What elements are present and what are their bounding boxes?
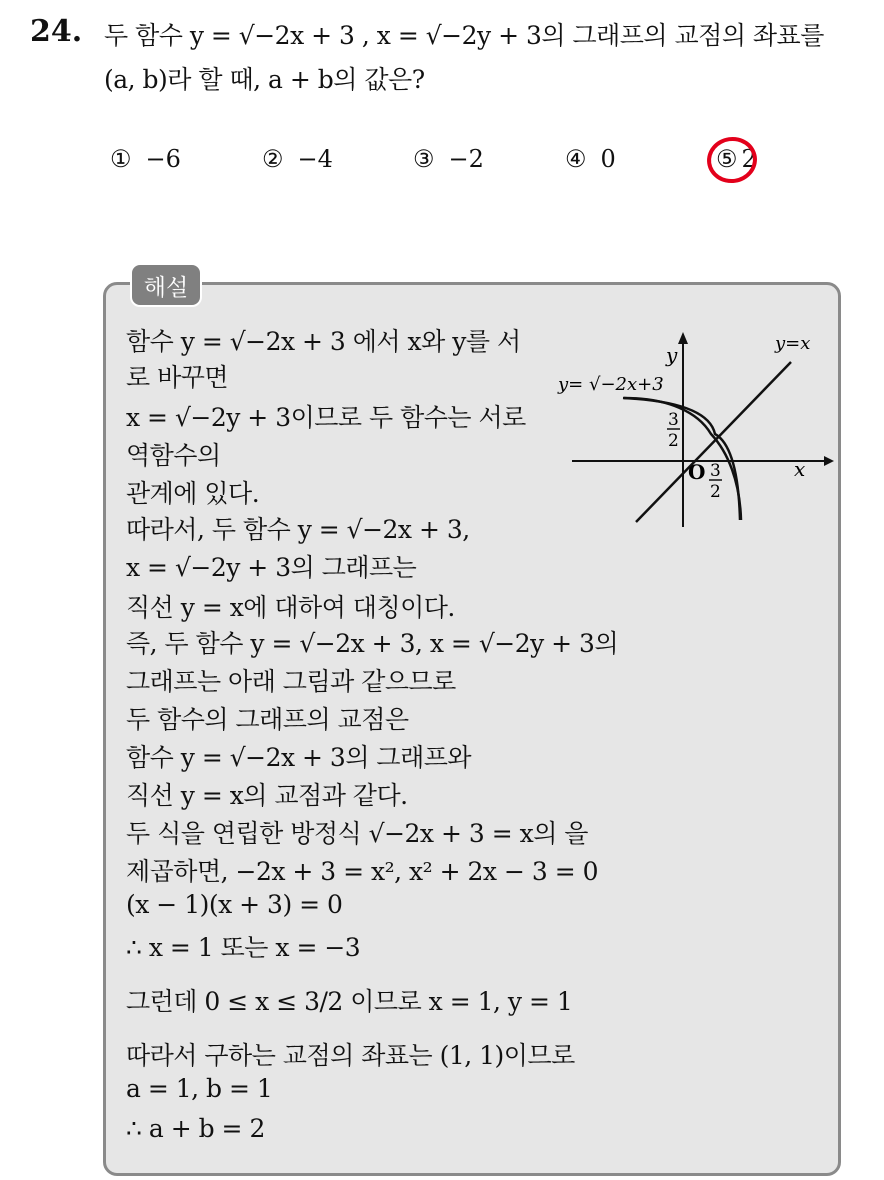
line-label: y=x — [775, 333, 811, 354]
solution-line: 로 바꾸면 — [126, 363, 229, 392]
solution-line: ∴ x = 1 또는 x = −3 — [126, 933, 361, 962]
question-text-line2: (a, b)라 할 때, a + b의 값은? — [104, 65, 425, 94]
solution-line: 두 함수의 그래프의 교점은 — [126, 705, 409, 734]
y-axis-arrow-icon — [678, 332, 688, 344]
choice-1[interactable]: ① −6 — [110, 145, 181, 173]
solution-line: a = 1, b = 1 — [126, 1074, 273, 1103]
inverse-function-graph — [548, 322, 838, 532]
solution-line: 두 식을 연립한 방정식 √−2x + 3 = x의 을 — [126, 819, 588, 848]
solution-line: 따라서 구하는 교점의 좌표는 (1, 1)이므로 — [126, 1041, 575, 1070]
solution-line: 제곱하면, −2x + 3 = x², x² + 2x − 3 = 0 — [126, 857, 599, 886]
answer-choices — [110, 145, 810, 185]
y-axis-label: y — [666, 343, 678, 367]
sqrt-curve — [623, 398, 740, 520]
choice-5[interactable]: ⑤ 2 — [716, 145, 757, 173]
solution-line: ∴ a + b = 2 — [126, 1114, 265, 1143]
solution-line: 따라서, 두 함수 y = √−2x + 3, — [126, 515, 470, 544]
y-tick-denominator: 2 — [668, 431, 679, 451]
x-tick-numerator: 3 — [710, 461, 721, 481]
selected-answer-circle — [704, 134, 760, 187]
x-axis-arrow-icon — [824, 456, 834, 466]
solution-line: x = √−2y + 3의 그래프는 — [126, 553, 417, 582]
solution-line: 함수 y = √−2x + 3 에서 x와 y를 서 — [126, 327, 521, 356]
question-number: 24. — [30, 14, 83, 49]
solution-line: 관계에 있다. — [126, 479, 260, 508]
origin-label: O — [688, 460, 706, 484]
choice-2[interactable]: ② −4 — [262, 145, 333, 173]
question-text-line1: 두 함수 y = √−2x + 3 , x = √−2y + 3의 그래프의 교점의 좌표를 — [104, 21, 824, 50]
x-tick-denominator: 2 — [710, 482, 721, 502]
solution-line: 역함수의 — [126, 441, 221, 470]
solution-line: (x − 1)(x + 3) = 0 — [126, 890, 343, 919]
solution-line: 직선 y = x의 교점과 같다. — [126, 781, 408, 810]
solution-line: 그런데 0 ≤ x ≤ 3/2 이므로 x = 1, y = 1 — [126, 987, 573, 1016]
choice-4[interactable]: ④ 0 — [565, 145, 616, 173]
solution-line: 그래프는 아래 그림과 같으므로 — [126, 667, 456, 696]
x-axis-label: x — [794, 457, 806, 481]
solution-line: 즉, 두 함수 y = √−2x + 3, x = √−2y + 3의 — [126, 629, 619, 658]
curve-label: y= √−2x+3 — [558, 374, 664, 395]
solution-line: x = √−2y + 3이므로 두 함수는 서로 — [126, 403, 526, 432]
y-tick-numerator: 3 — [668, 410, 679, 430]
solution-line: 함수 y = √−2x + 3의 그래프와 — [126, 743, 472, 772]
solution-tab: 해설 — [130, 263, 202, 307]
solution-line: 직선 y = x에 대하여 대칭이다. — [126, 593, 455, 622]
choice-3[interactable]: ③ −2 — [413, 145, 484, 173]
